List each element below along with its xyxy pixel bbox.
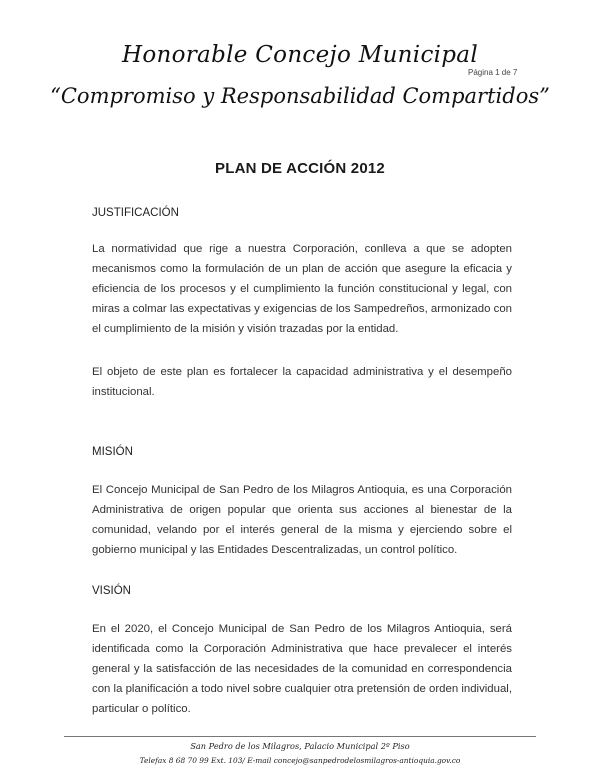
heading-justificacion: JUSTIFICACIÓN	[92, 207, 179, 219]
justificacion-paragraph-1: La normatividad que rige a nuestra Corporación, conlleva a que se adopten mecanismos como la formulación de un plan de acción que asegure la eficacia y eficiencia de los procesos y el cumplimiento la función constitucional y legal, con miras a colmar las expectativas y exigencias de los Sampedreños, armonizado con el cumplimiento de la misión y visión trazadas por la entidad.	[92, 243, 512, 335]
justificacion-paragraph-2: El objeto de este plan es fortalecer la capacidad administrativa y el desempeño institucional.	[92, 366, 512, 398]
footer-address: San Pedro de los Milagros, Palacio Municipal 2º Piso	[190, 741, 410, 751]
footer-contact: Telefax 8 68 70 99 Ext. 103/ E-mail concejo@sanpedrodelosmilagros-antioquia.gov.co	[139, 756, 461, 765]
page-number: Página 1 de 7	[468, 68, 518, 77]
letterhead-title: Honorable Concejo Municipal	[122, 42, 478, 68]
heading-mision: MISIÓN	[92, 446, 133, 458]
vision-paragraph: En el 2020, el Concejo Municipal de San Pedro de los Milagros Antioquia, será identificada como la Corporación Administrativa que hace prevalecer el interés general y la satisfacción de las necesidades de la comunidad en correspondencia con la planificación a todo nivel sobre cualquier otra pretensión de orden individual, particular o político.	[92, 623, 512, 715]
heading-vision: VISIÓN	[92, 585, 131, 597]
mision-paragraph: El Concejo Municipal de San Pedro de los Milagros Antioquia, es una Corporación Administrativa de origen popular que orienta sus acciones al bienestar de la comunidad, velando por el interés general de la misma y ejerciendo sobre el gobierno municipal y las Entidades Descentralizadas, un control político.	[92, 484, 512, 556]
footer-divider	[64, 736, 536, 737]
document-title: PLAN DE ACCIÓN 2012	[215, 160, 385, 177]
letterhead-motto: “Compromiso y Responsabilidad Compartidos”	[50, 84, 550, 108]
